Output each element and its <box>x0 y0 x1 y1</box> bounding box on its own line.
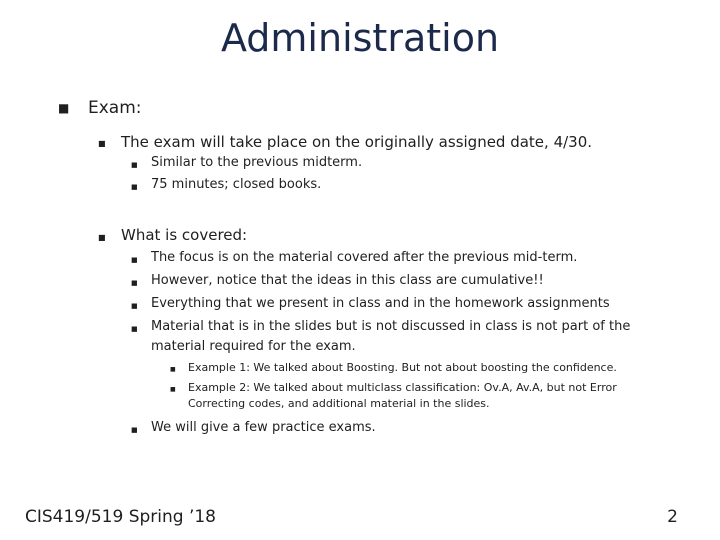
bullet-square-icon: ■ <box>131 325 138 333</box>
coverage-label: What is covered: <box>121 226 248 244</box>
bullet-square-icon: ■ <box>58 101 70 115</box>
page-number: 2 <box>667 507 678 527</box>
coverage-item: The focus is on the material covered after the previous mid-term. <box>151 250 578 265</box>
coverage-item-continuation: material required for the exam. <box>151 339 356 354</box>
exam-detail-item: Similar to the previous midterm. <box>151 155 363 170</box>
example-item: Example 2: We talked about multiclass classification: Ov.A, Av.A, but not Error <box>188 381 617 394</box>
bullet-square-icon: ■ <box>131 279 138 287</box>
bullet-square-icon: ■ <box>131 302 138 310</box>
bullet-square-icon: ■ <box>131 426 138 434</box>
bullet-square-icon: ■ <box>170 366 176 373</box>
coverage-item: Everything that we present in class and in the homework assignments <box>151 296 610 311</box>
bullet-square-icon: ■ <box>131 183 138 191</box>
bullet-square-icon: ■ <box>98 139 106 148</box>
exam-date-line: The exam will take place on the originally assigned date, 4/30. <box>121 133 593 151</box>
bullet-square-icon: ■ <box>170 386 176 393</box>
slide-title: Administration <box>220 16 500 60</box>
example-item: Example 1: We talked about Boosting. But not about boosting the confidence. <box>188 361 617 374</box>
bullet-square-icon: ■ <box>98 233 106 242</box>
footer-course: CIS419/519 Spring ’18 <box>25 507 217 527</box>
bullet-square-icon: ■ <box>131 161 138 169</box>
coverage-item: Material that is in the slides but is not discussed in class is not part of the <box>151 319 631 334</box>
bullet-square-icon: ■ <box>131 256 138 264</box>
practice-exams-item: We will give a few practice exams. <box>151 420 376 435</box>
coverage-item: However, notice that the ideas in this class are cumulative!! <box>151 273 544 288</box>
exam-detail-item: 75 minutes; closed books. <box>151 177 322 192</box>
exam-label: Exam: <box>88 98 142 118</box>
example-item-continuation: Correcting codes, and additional material in the slides. <box>188 397 490 410</box>
